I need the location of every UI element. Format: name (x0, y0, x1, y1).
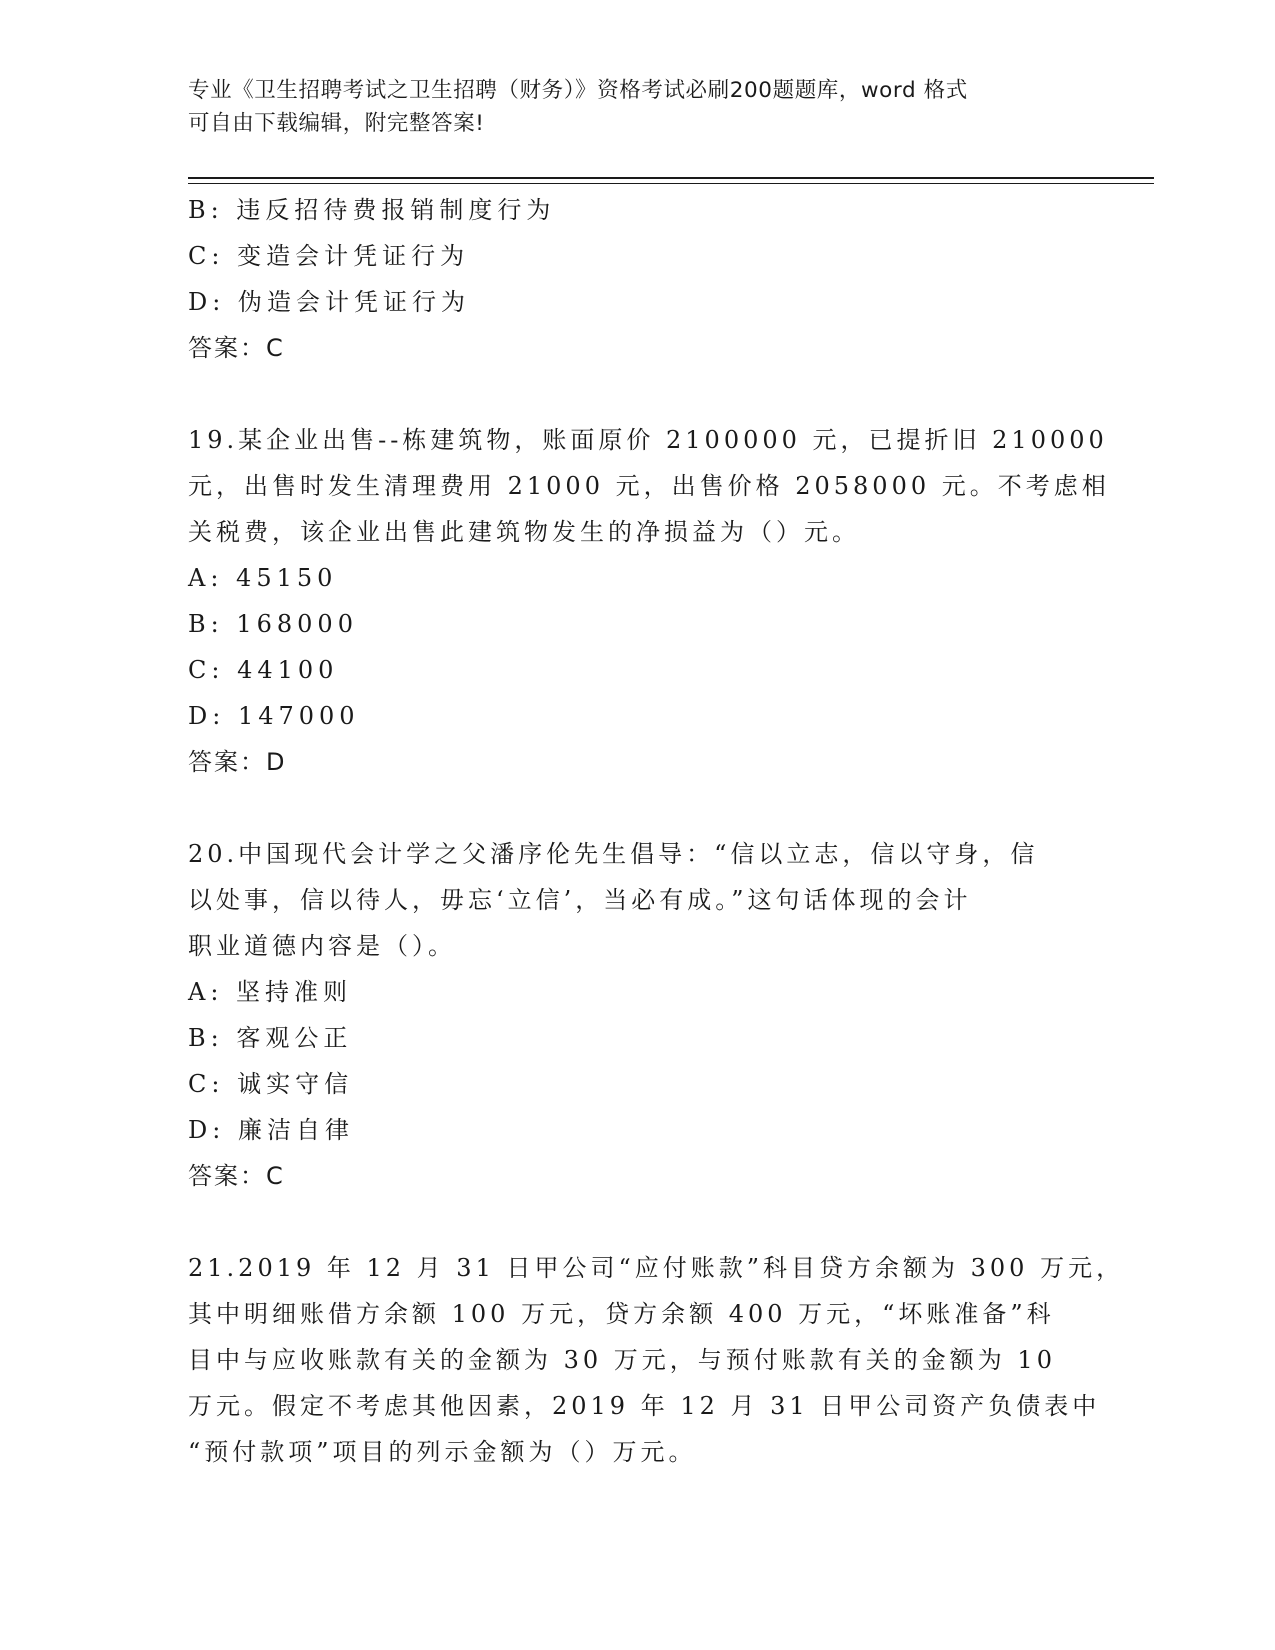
question-line: 元，出售时发生清理费用 21000 元，出售价格 2058000 元。不考虑相 (188, 472, 1110, 500)
answer-line: 答案：C (188, 1162, 285, 1190)
question-line: 20.中国现代会计学之父潘序伦先生倡导：“信以立志，信以守身，信 (188, 840, 1039, 868)
answer-line: 答案：D (188, 748, 287, 776)
spacer (188, 785, 1068, 831)
option-d: D: 伪造会计凭证行为 (188, 288, 470, 316)
header-rule-thin (188, 183, 1154, 184)
question-text (188, 1245, 1125, 1475)
question-line: 21.2019 年 12 月 31 日甲公司“应付账款”科目贷方余额为 300 万元， (188, 1254, 1125, 1282)
option-c: C: 变造会计凭证行为 (188, 242, 470, 270)
header-line-2: 可自由下载编辑，附完整答案! (188, 111, 485, 136)
question-line: 19.某企业出售--栋建筑物，账面原价 2100000 元，已提折旧 210000 (188, 426, 1108, 454)
question-line: 目中与应收账款有关的金额为 30 万元，与预付账款有关的金额为 10 (188, 1346, 1056, 1374)
option-a: A: 坚持准则 (188, 978, 353, 1006)
question-item-21 (188, 1245, 1125, 1475)
question-item-18 (188, 187, 1068, 371)
option-b: B: 客观公正 (188, 1024, 353, 1052)
question-line: 其中明细账借方余额 100 万元，贷方余额 400 万元，“坏账准备”科 (188, 1300, 1055, 1328)
option-b: B: 168000 (188, 610, 358, 638)
question-item-19 (188, 417, 1110, 785)
header-line-1: 专业《卫生招聘考试之卫生招聘（财务）》资格考试必刷200题题库，word 格式 (188, 78, 968, 103)
option-d: D: 廉洁自律 (188, 1116, 354, 1144)
header-rule-thick (188, 177, 1154, 179)
question-line: 万元。假定不考虑其他因素，2019 年 12 月 31 日甲公司资产负债表中 (188, 1392, 1101, 1420)
question-line: 职业道德内容是（）。 (188, 932, 456, 960)
spacer (188, 1199, 1068, 1245)
option-c: C: 44100 (188, 656, 339, 684)
question-text (188, 417, 1110, 555)
question-item-20 (188, 831, 1068, 1199)
page-header (188, 74, 1068, 140)
question-line: 关税费，该企业出售此建筑物发生的净损益为（）元。 (188, 518, 860, 546)
option-b: B: 违反招待费报销制度行为 (188, 196, 556, 224)
spacer (188, 371, 1068, 417)
answer-line: 答案：C (188, 334, 285, 362)
question-list (188, 187, 1125, 1475)
option-a: A: 45150 (188, 564, 338, 592)
question-text (188, 831, 1068, 969)
question-line: 以处事，信以待人，毋忘‘立信’，当必有成。”这句话体现的会计 (188, 886, 972, 914)
option-d: D: 147000 (188, 702, 360, 730)
question-line: “预付款项”项目的列示金额为（）万元。 (188, 1438, 697, 1466)
option-c: C: 诚实守信 (188, 1070, 354, 1098)
